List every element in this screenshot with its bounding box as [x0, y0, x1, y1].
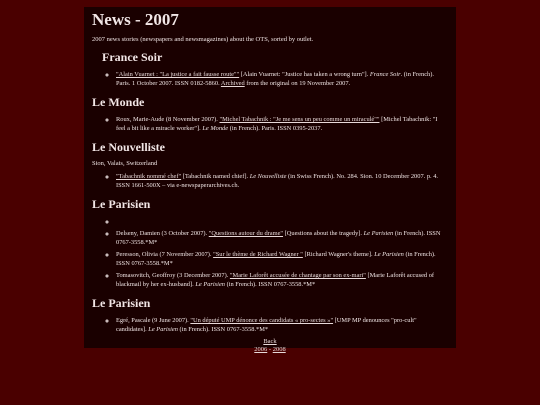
translation-text: [UMP MP denounces "pro-cult" candidates].: [116, 317, 417, 333]
author-date: Egré, Pascale (9 June 2007).: [116, 317, 191, 324]
content-panel: [84, 7, 456, 353]
translation-text: [Questions about the tragedy].: [283, 230, 364, 237]
citation-text: from the original on 19 November 2007.: [244, 80, 351, 87]
citation-text: (in French). ISSN 0767-3558.*M*: [224, 281, 316, 288]
publication-name: Le Parisien: [363, 230, 394, 237]
translation-text: [Marie Laforêt accused of blackmail by her ex-husband].: [116, 272, 435, 288]
archive-link[interactable]: Archived: [220, 80, 245, 87]
citation-text: (in French). ISSN 0767-3558.*M*: [116, 230, 441, 246]
page-intro: 2007 news stories (newspapers and newsmagazines) about the OTS, sorted by outlet.: [92, 36, 314, 43]
article-link[interactable]: "Marie Laforêt accusée de chantage par son ex-mari": [229, 272, 366, 279]
article-link[interactable]: "Un député UMP dénonce des candidats « pro-sectes »": [190, 317, 334, 324]
article-list: [92, 172, 448, 190]
article-link[interactable]: "Michel Tabachnik : "Je me sens un peu comme un miraculé"": [219, 116, 380, 123]
list-item: [116, 229, 448, 247]
translation-text: [Richard Wagner's theme].: [302, 251, 375, 258]
publication-name: Le Parisien: [374, 251, 404, 258]
author-date: Delseny, Damien (3 October 2007).: [116, 230, 209, 237]
translation-text: [Michel Tabachnik: "I feel a bit like a miracle worker"].: [116, 116, 438, 132]
list-item-empty: [116, 217, 448, 226]
page-footer: [92, 338, 448, 354]
section-location: Sion, Valais, Switzerland: [92, 160, 158, 167]
section-heading-le-monde: Le Monde: [92, 95, 145, 109]
author-date: Roux, Marie-Aude (8 November 2007).: [116, 116, 220, 123]
article-list: [92, 70, 448, 88]
article-link[interactable]: "Tabachnik nommé chef": [116, 173, 182, 180]
citation-text: (in French). ISSN 0767-3558.*M*: [177, 326, 269, 333]
article-list: [92, 316, 448, 334]
section-heading-le-parisien: Le Parisien: [92, 197, 151, 211]
article-link[interactable]: "Questions autour du drame": [208, 230, 284, 237]
author-date: Tomasovitch, Geoffroy (3 December 2007).: [116, 272, 230, 279]
page-title: News - 2007: [92, 10, 179, 29]
article-link[interactable]: "Alain Vuarnet : "La justice a fait fausse route"": [116, 71, 240, 78]
article-link[interactable]: "Sur le thème de Richard Wagner ": [213, 251, 303, 258]
list-item: [116, 250, 448, 268]
list-item: [116, 172, 448, 190]
citation-text: (in French). Paris. ISSN 0395-2037.: [228, 125, 323, 132]
translation-text: [Alain Vuarnet: "Justice has taken a wrong turn"].: [239, 71, 370, 78]
back-link[interactable]: Back: [263, 338, 277, 345]
publication-name: Le Parisien: [148, 326, 178, 333]
translation-text: [Tabachnik named chief].: [181, 173, 250, 180]
year-separator: -: [267, 346, 273, 353]
citation-text: (in French). ISSN 0767-3558.*M*: [116, 251, 436, 267]
article-list: [92, 217, 448, 289]
list-item: [116, 271, 448, 289]
section-heading-le-nouvelliste: Le Nouvelliste: [92, 140, 165, 154]
next-year-link[interactable]: 2008: [272, 346, 286, 353]
article-list: [92, 115, 448, 133]
publication-name: Le Nouvelliste: [249, 173, 287, 180]
citation-text: . (in French). Paris. 1 October 2007. ISSN 0182-5860.: [116, 71, 434, 87]
publication-name: Le Parisien: [195, 281, 225, 288]
list-item: [116, 316, 448, 334]
publication-name: Le Monde: [202, 125, 229, 132]
list-item: [116, 70, 448, 88]
publication-name: France Soir: [369, 71, 401, 78]
list-item: [116, 115, 448, 133]
citation-text: (in Swiss French). No. 284. Sion. 10 December 2007. p. 4. ISSN 1661-500X – via e-newspaperarchives.ch.: [116, 173, 439, 189]
prev-year-link[interactable]: 2006: [254, 346, 268, 353]
section-heading-le-parisien-2: Le Parisien: [92, 296, 151, 310]
author-date: Peresson, Olivia (7 November 2007).: [116, 251, 214, 258]
section-heading-france-soir: France Soir: [102, 50, 163, 64]
